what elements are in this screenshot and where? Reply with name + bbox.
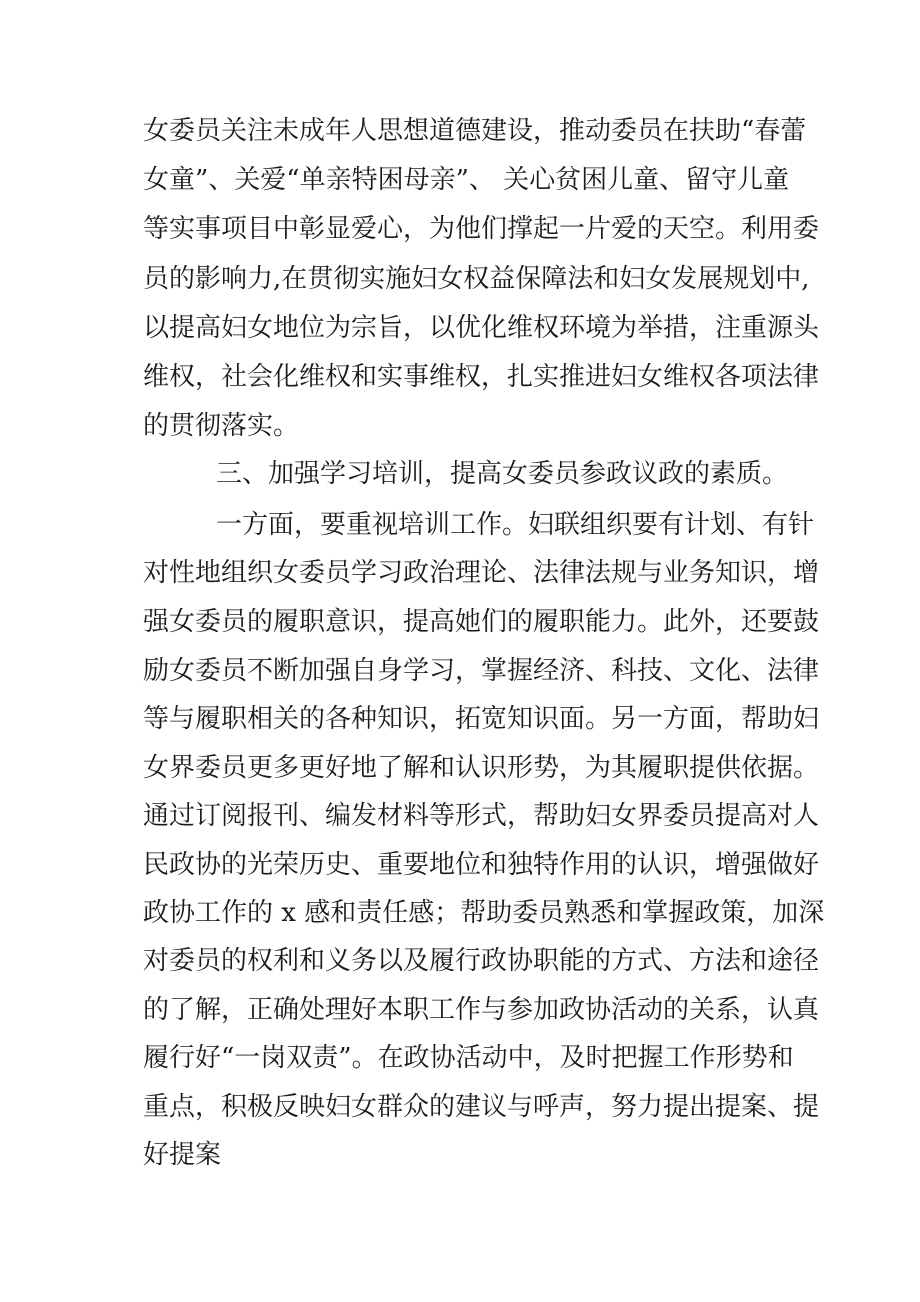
text-line: 好提案 (143, 1140, 222, 1170)
text-line: 对性地组织女委员学习政治理论、法律法规与业务知识，增 (143, 558, 820, 588)
section-heading: 三、加强学习培训，提高女委员参政议政的素质。 (216, 459, 789, 489)
text-line: 女童”、关爱“单亲特困母亲”、 关心贫困儿童、留守儿童 (143, 165, 790, 195)
text-line: 强女委员的履职意识，提高她们的履职能力。此外，还要鼓 (143, 607, 820, 637)
text-line: 重点，积极反映妇女群众的建议与呼声，努力提出提案、提 (143, 1092, 820, 1122)
text-line: 民政协的光荣历史、重要地位和独特作用的认识，增强做好 (143, 850, 820, 880)
paragraph-first-line: 一方面，要重视培训工作。妇联组织要有计划、有针 (216, 510, 815, 540)
text-line: 等与履职相关的各种知识，拓宽知识面。另一方面，帮助妇 (143, 704, 820, 734)
text-line: 的贯彻落实。 (143, 411, 300, 441)
text-line: 女界委员更多更好地了解和认识形势，为其履职提供依据。 (143, 753, 820, 783)
text-line: 维权，社会化维权和实事维权，扎实推进妇女维权各项法律 (143, 362, 820, 392)
text-line: 员的影响力,在贯彻实施妇女权益保障法和妇女发展规划中, (143, 264, 810, 294)
text-line: 政协工作的 x 感和责任感；帮助委员熟悉和掌握政策，加深 (143, 898, 825, 928)
text-line: 女委员关注未成年人思想道德建设，推动委员在扶助“春蕾 (143, 116, 807, 146)
text-line: 履行好“一岗双责”。在政协活动中，及时把握工作形势和 (143, 1043, 794, 1073)
text-line: 通过订阅报刊、编发材料等形式，帮助妇女界委员提高对人 (143, 801, 820, 831)
text-line: 的了解，正确处理好本职工作与参加政协活动的关系，认真 (143, 995, 820, 1025)
text-line: 等实事项目中彰显爱心，为他们撑起一片爱的天空。利用委 (143, 214, 820, 244)
text-line: 励女委员不断加强自身学习，掌握经济、科技、文化、法律 (143, 656, 820, 686)
text-line: 对委员的权利和义务以及履行政协职能的方式、方法和途径 (143, 946, 820, 976)
text-line: 以提高妇女地位为宗旨，以优化维权环境为举措，注重源头 (143, 313, 820, 343)
